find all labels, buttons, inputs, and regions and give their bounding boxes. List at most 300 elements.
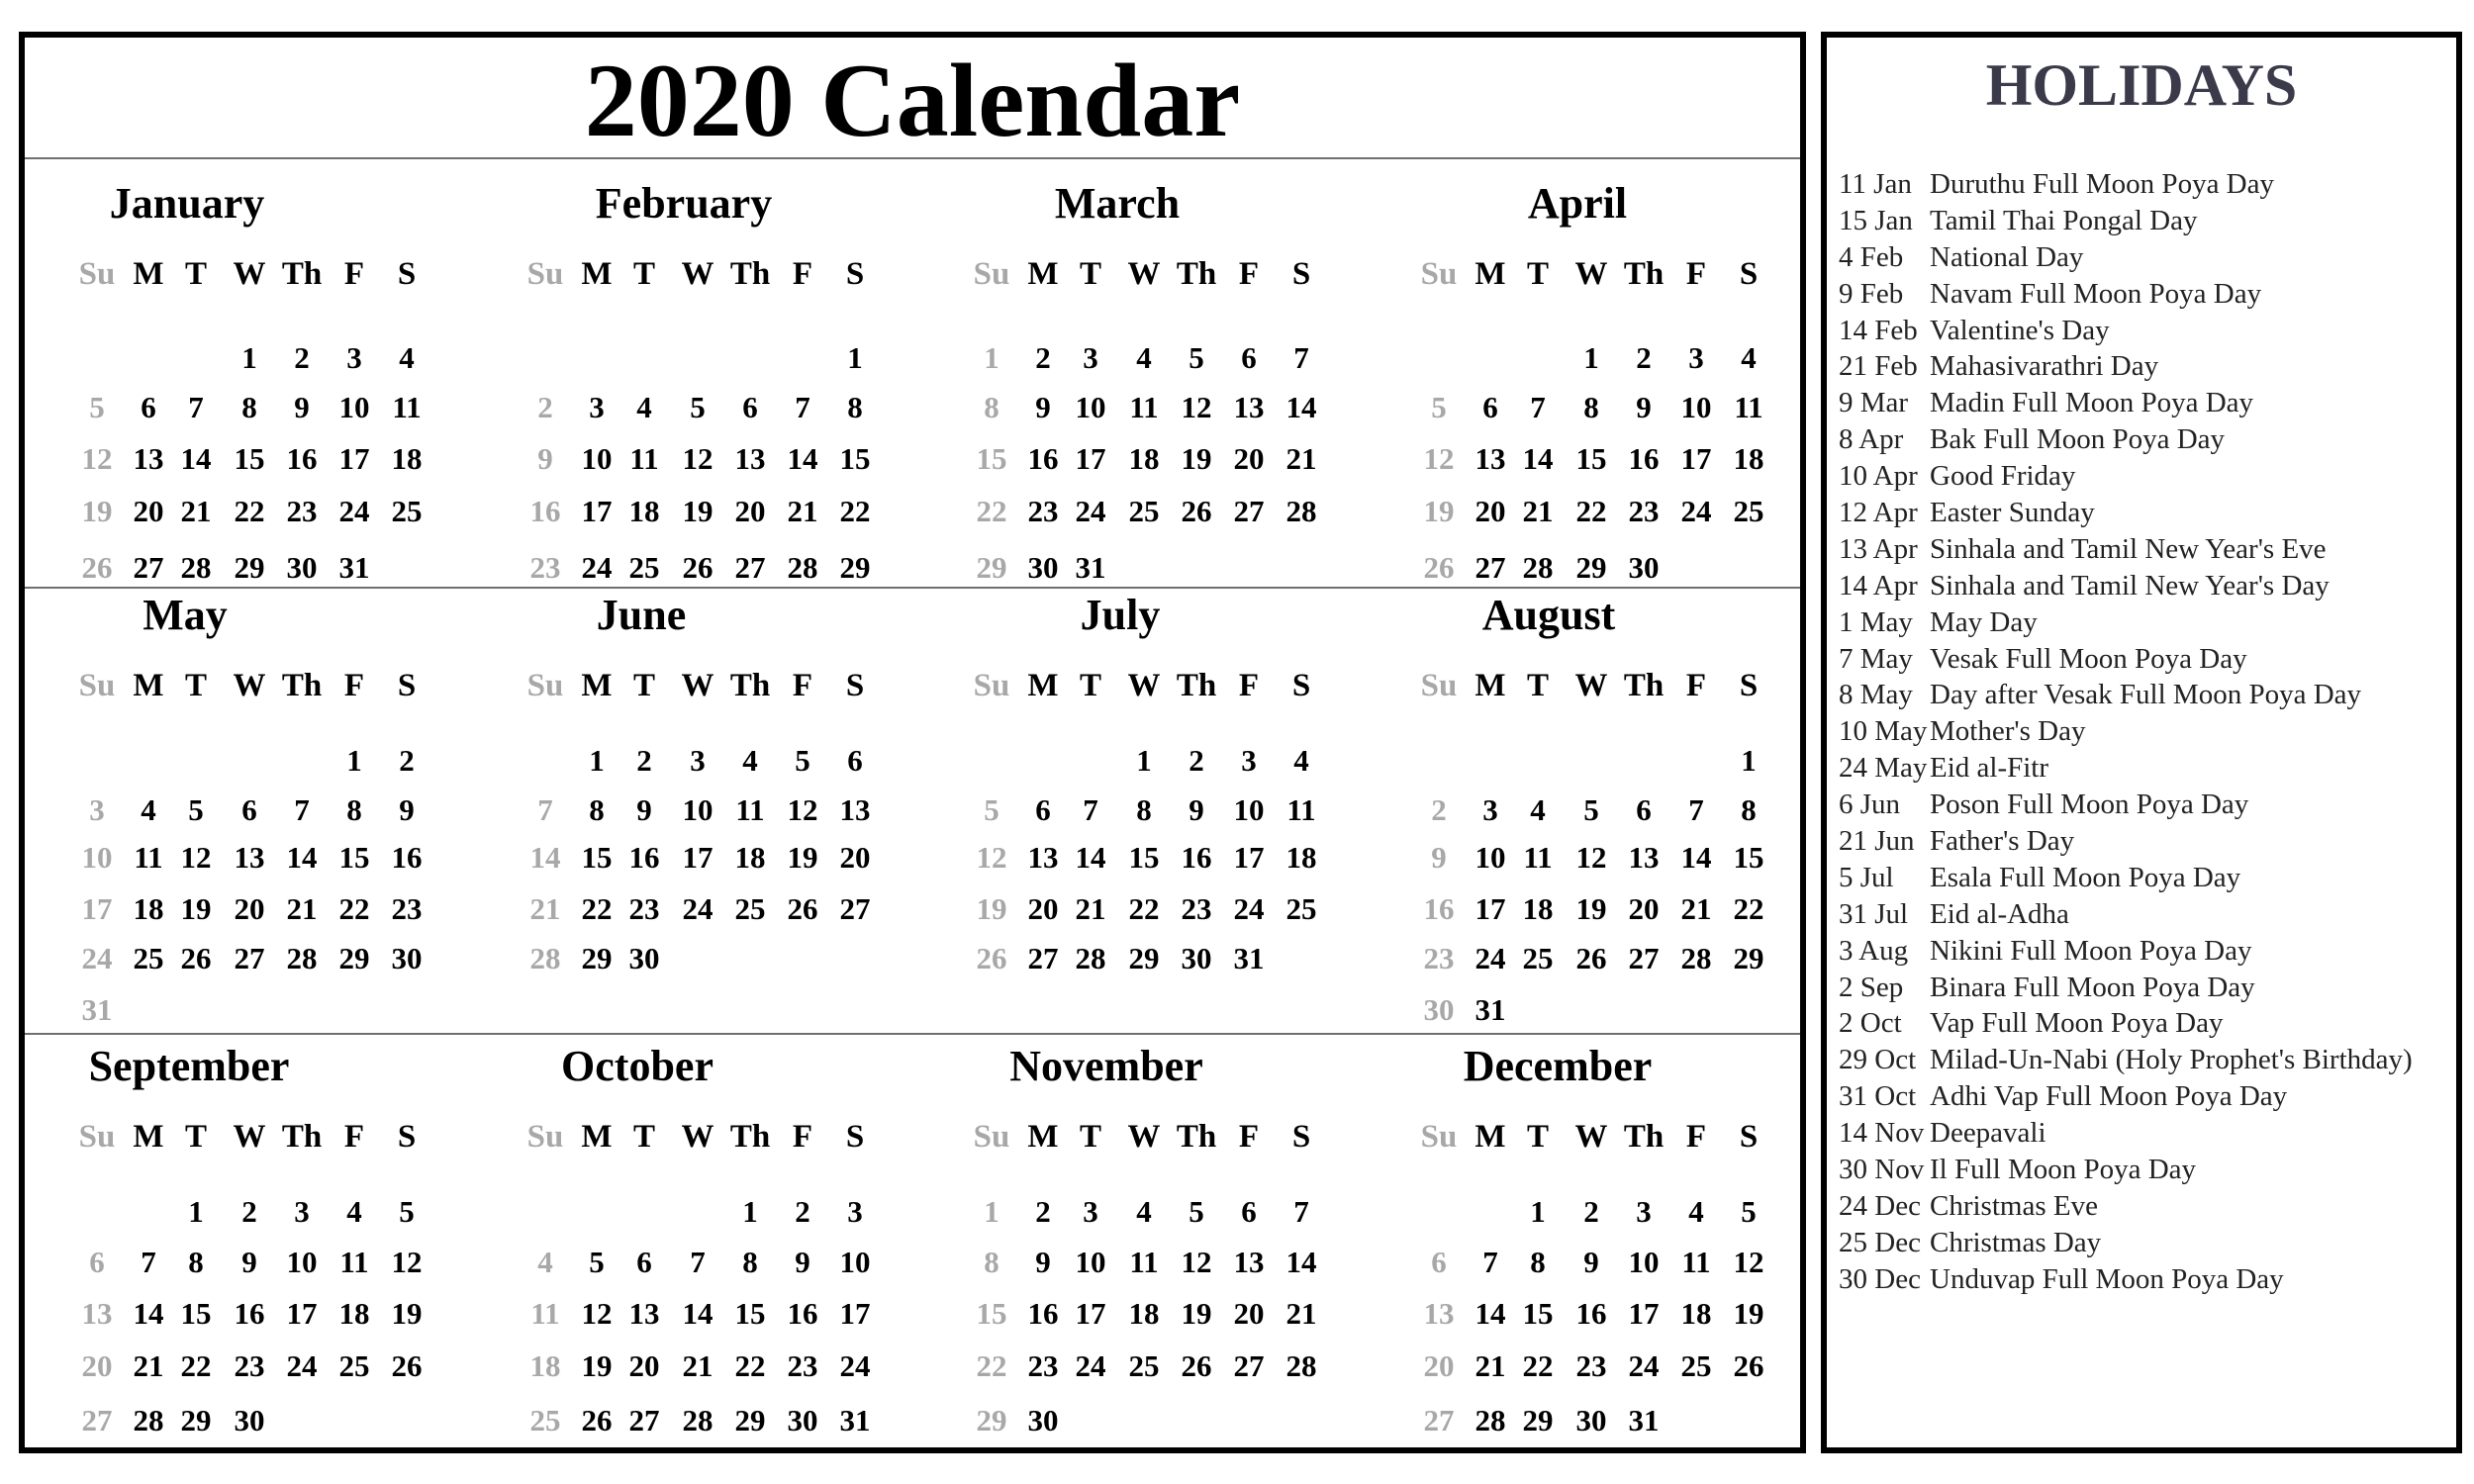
day-cell: 25: [628, 550, 660, 585]
month-name: April: [1527, 179, 1628, 228]
day-cell: 13: [1027, 840, 1059, 875]
day-cell: 9: [636, 792, 652, 827]
holiday-item: [1839, 860, 2456, 896]
day-cell: 18: [1128, 441, 1160, 476]
day-cell: 30: [1628, 550, 1660, 585]
day-cell: 22: [1128, 891, 1160, 926]
day-cell: 2: [241, 1194, 257, 1229]
holiday-name: Milad-Un-Nabi (Holy Prophet's Birthday): [1930, 1044, 2413, 1076]
day-cell: 27: [734, 550, 766, 585]
day-cell: 3: [1636, 1194, 1652, 1229]
day-cell: 22: [338, 891, 370, 926]
day-cell: 21: [133, 1348, 164, 1383]
day-cell: 26: [180, 941, 212, 975]
day-cell: 16: [234, 1296, 265, 1331]
weekday-header: T: [184, 256, 207, 292]
holiday-date: 24 Dec: [1839, 1189, 1921, 1222]
holiday-date: 7 May: [1839, 642, 1913, 675]
weekday-header: W: [681, 256, 714, 292]
day-cell: 27: [839, 891, 871, 926]
holiday-name: Tamil Thai Pongal Day: [1930, 204, 2198, 236]
weekday-header: T: [1079, 256, 1101, 292]
day-cell: 26: [682, 550, 714, 585]
weekday-header: W: [681, 1119, 714, 1155]
day-cell: 28: [787, 550, 818, 585]
holiday-date: 21 Jun: [1839, 825, 1915, 858]
day-cell: 7: [1688, 792, 1704, 827]
day-cell: 25: [1733, 494, 1764, 528]
holiday-item: [1839, 385, 2456, 421]
day-cell: 23: [1423, 941, 1455, 975]
day-cell: 14: [1285, 1245, 1317, 1279]
day-cell: 19: [1181, 441, 1212, 476]
day-cell: 27: [1027, 941, 1059, 975]
holiday-item: [1839, 166, 2456, 203]
weekday-header: F: [1238, 668, 1260, 703]
weekday-header: T: [632, 1119, 655, 1155]
day-cell: 22: [1575, 494, 1607, 528]
day-cell: 14: [682, 1296, 714, 1331]
day-cell: 25: [1128, 494, 1160, 528]
day-cell: 15: [1575, 441, 1607, 476]
weekday-header: W: [681, 668, 714, 703]
day-cell: 6: [241, 792, 257, 827]
holiday-item: [1839, 823, 2456, 860]
month-march: [972, 179, 1407, 598]
day-cell: 19: [1575, 891, 1607, 926]
day-cell: 21: [1285, 1296, 1317, 1331]
day-cell: 23: [1027, 494, 1059, 528]
day-cell: 6: [1035, 792, 1051, 827]
day-cell: 20: [839, 840, 871, 875]
holiday-date: 3 Aug: [1839, 934, 1909, 967]
day-cell: 27: [133, 550, 164, 585]
day-cell: 3: [1241, 743, 1257, 778]
day-cell: 24: [1628, 1348, 1660, 1383]
day-cell: 7: [294, 792, 310, 827]
day-cell: 28: [1522, 550, 1554, 585]
day-cell: 4: [1530, 792, 1546, 827]
day-cell: 29: [234, 550, 265, 585]
day-cell: 26: [1181, 494, 1212, 528]
day-cell: 7: [188, 390, 204, 424]
month-name: August: [1481, 591, 1616, 639]
day-cell: 27: [628, 1403, 660, 1438]
day-cell: 12: [581, 1296, 613, 1331]
day-cell: 14: [1285, 390, 1317, 424]
weekday-header: Su: [973, 256, 1010, 292]
weekday-header: F: [792, 668, 813, 703]
day-cell: 17: [1475, 891, 1506, 926]
day-cell: 8: [984, 1245, 999, 1279]
holiday-date: 10 May: [1839, 715, 1928, 748]
day-cell: 9: [795, 1245, 810, 1279]
weekday-header: S: [1291, 668, 1311, 703]
holiday-date: 25 Dec: [1839, 1226, 1921, 1258]
day-cell: 2: [1189, 743, 1204, 778]
day-cell: 12: [1733, 1245, 1764, 1279]
day-cell: 9: [1035, 390, 1051, 424]
day-cell: 4: [1293, 743, 1309, 778]
day-cell: 17: [1233, 840, 1265, 875]
weekday-header: W: [1574, 668, 1608, 703]
holiday-item: [1839, 1152, 2456, 1188]
month-april: [1419, 179, 1855, 598]
day-cell: 30: [1181, 941, 1212, 975]
day-cell: 2: [795, 1194, 810, 1229]
holiday-date: 31 Jul: [1839, 897, 1909, 930]
day-cell: 7: [795, 390, 810, 424]
day-cell: 7: [1530, 390, 1546, 424]
weekday-header: T: [632, 256, 655, 292]
day-cell: 5: [1741, 1194, 1757, 1229]
day-cell: 1: [241, 340, 257, 375]
day-cell: 11: [629, 441, 659, 476]
day-cell: 14: [1075, 840, 1106, 875]
month-december: [1419, 1042, 1855, 1460]
weekday-header: F: [343, 256, 365, 292]
day-cell: 7: [141, 1245, 156, 1279]
weekday-header: M: [1475, 256, 1506, 292]
day-cell: 21: [1522, 494, 1554, 528]
day-cell: 3: [1482, 792, 1498, 827]
day-cell: 6: [1241, 1194, 1257, 1229]
weekday-header: Su: [1420, 1119, 1458, 1155]
day-cell: 15: [1733, 840, 1764, 875]
day-cell: 31: [81, 992, 113, 1027]
day-cell: 29: [1522, 1403, 1554, 1438]
holiday-name: Valentine's Day: [1930, 314, 2110, 346]
month-november: [972, 1042, 1407, 1460]
day-cell: 13: [1233, 390, 1265, 424]
day-cell: 8: [847, 390, 863, 424]
month-september: [77, 1042, 513, 1460]
day-cell: 16: [1181, 840, 1212, 875]
weekday-header: Th: [1623, 668, 1665, 703]
day-cell: 21: [529, 891, 561, 926]
weekday-header: S: [845, 668, 865, 703]
day-cell: 2: [1431, 792, 1447, 827]
weekday-header: W: [233, 1119, 266, 1155]
day-cell: 4: [636, 390, 652, 424]
day-cell: 15: [976, 1296, 1007, 1331]
day-cell: 11: [735, 792, 765, 827]
holidays-panel: [1821, 32, 2462, 1453]
day-cell: 26: [581, 1403, 613, 1438]
day-cell: 10: [1680, 390, 1712, 424]
weekday-header: Su: [78, 668, 116, 703]
holiday-name: Binara Full Moon Poya Day: [1930, 971, 2255, 1003]
day-cell: 14: [133, 1296, 164, 1331]
holiday-name: Navam Full Moon Poya Day: [1930, 277, 2262, 310]
month-name: December: [1463, 1042, 1653, 1090]
day-cell: 21: [1475, 1348, 1506, 1383]
day-cell: 29: [1733, 941, 1764, 975]
weekday-header: T: [1526, 668, 1549, 703]
day-cell: 7: [1293, 340, 1309, 375]
weekday-header: W: [1574, 1119, 1608, 1155]
row-divider: [25, 1033, 1800, 1035]
day-cell: 28: [180, 550, 212, 585]
day-cell: 12: [1575, 840, 1607, 875]
day-cell: 6: [1241, 340, 1257, 375]
holiday-name: Vap Full Moon Poya Day: [1930, 1007, 2224, 1040]
weekday-header: T: [1079, 1119, 1101, 1155]
day-cell: 12: [1181, 1245, 1212, 1279]
day-cell: 1: [984, 1194, 999, 1229]
day-cell: 3: [589, 390, 605, 424]
holiday-item: [1839, 568, 2456, 604]
day-cell: 17: [338, 441, 370, 476]
day-cell: 10: [81, 840, 113, 875]
holiday-item: [1839, 531, 2456, 568]
day-cell: 19: [81, 494, 113, 528]
day-cell: 1: [742, 1194, 758, 1229]
month-name: March: [1054, 179, 1181, 228]
day-cell: 19: [581, 1348, 613, 1383]
holiday-item: [1839, 458, 2456, 495]
holiday-name: Christmas Eve: [1930, 1189, 2098, 1222]
day-cell: 11: [1734, 390, 1763, 424]
month-august: [1419, 591, 1855, 1027]
day-cell: 5: [89, 390, 105, 424]
day-cell: 20: [628, 1348, 660, 1383]
day-cell: 11: [392, 390, 422, 424]
day-cell: 17: [581, 494, 613, 528]
day-cell: 24: [286, 1348, 318, 1383]
day-cell: 8: [1583, 390, 1599, 424]
day-cell: 30: [787, 1403, 818, 1438]
day-cell: 13: [839, 792, 871, 827]
day-cell: 28: [133, 1403, 164, 1438]
weekday-header: Su: [526, 668, 564, 703]
holiday-date: 14 Nov: [1839, 1117, 1925, 1150]
weekday-header: Su: [1420, 256, 1458, 292]
day-cell: 26: [81, 550, 113, 585]
holiday-item: [1839, 495, 2456, 531]
day-cell: 6: [847, 743, 863, 778]
day-cell: 2: [636, 743, 652, 778]
weekday-header: S: [1291, 256, 1311, 292]
holiday-name: Adhi Vap Full Moon Poya Day: [1930, 1080, 2288, 1113]
holidays-list: [1839, 166, 2456, 1298]
weekday-header: F: [792, 1119, 813, 1155]
day-cell: 13: [734, 441, 766, 476]
day-cell: 31: [1628, 1403, 1660, 1438]
day-cell: 18: [529, 1348, 561, 1383]
day-cell: 5: [589, 1245, 605, 1279]
day-cell: 19: [1733, 1296, 1764, 1331]
day-cell: 10: [338, 390, 370, 424]
day-cell: 23: [1027, 1348, 1059, 1383]
day-cell: 11: [1129, 390, 1159, 424]
day-cell: 1: [1583, 340, 1599, 375]
day-cell: 4: [742, 743, 758, 778]
month-name: November: [1009, 1042, 1203, 1090]
day-cell: 9: [241, 1245, 257, 1279]
day-cell: 31: [839, 1403, 871, 1438]
day-cell: 24: [338, 494, 370, 528]
weekday-header: Su: [78, 256, 116, 292]
day-cell: 26: [391, 1348, 423, 1383]
day-cell: 19: [391, 1296, 423, 1331]
day-cell: 13: [1628, 840, 1660, 875]
day-cell: 11: [339, 1245, 369, 1279]
holiday-item: [1839, 203, 2456, 239]
weekday-header: F: [343, 668, 365, 703]
day-cell: 24: [839, 1348, 871, 1383]
day-cell: 24: [1680, 494, 1712, 528]
day-cell: 3: [690, 743, 706, 778]
day-cell: 26: [1575, 941, 1607, 975]
weekday-header: F: [1238, 1119, 1260, 1155]
day-cell: 30: [286, 550, 318, 585]
day-cell: 30: [1575, 1403, 1607, 1438]
month-name: September: [88, 1042, 290, 1090]
day-cell: 15: [976, 441, 1007, 476]
day-cell: 3: [1688, 340, 1704, 375]
day-cell: 1: [188, 1194, 204, 1229]
holiday-date: 15 Jan: [1839, 204, 1913, 236]
day-cell: 1: [346, 743, 362, 778]
weekday-header: S: [397, 1119, 417, 1155]
weekday-header: M: [133, 1119, 164, 1155]
day-cell: 4: [346, 1194, 362, 1229]
day-cell: 30: [1027, 550, 1059, 585]
month-name: February: [595, 179, 773, 228]
holiday-item: [1839, 1261, 2456, 1298]
day-cell: 10: [1628, 1245, 1660, 1279]
day-cell: 26: [1423, 550, 1455, 585]
day-cell: 17: [1075, 441, 1106, 476]
holiday-item: [1839, 1078, 2456, 1115]
weekday-header: W: [233, 668, 266, 703]
month-january: [77, 179, 513, 598]
weekday-header: W: [1127, 668, 1161, 703]
weekday-header: W: [1574, 256, 1608, 292]
day-cell: 21: [286, 891, 318, 926]
day-cell: 16: [787, 1296, 818, 1331]
day-cell: 5: [1189, 1194, 1204, 1229]
day-cell: 2: [294, 340, 310, 375]
weekday-header: Th: [1623, 1119, 1665, 1155]
holiday-item: [1839, 1115, 2456, 1152]
day-cell: 18: [734, 840, 766, 875]
day-cell: 15: [338, 840, 370, 875]
day-cell: 25: [734, 891, 766, 926]
day-cell: 25: [529, 1403, 561, 1438]
holiday-date: 6 Jun: [1839, 788, 1901, 821]
day-cell: 9: [1189, 792, 1204, 827]
day-cell: 19: [976, 891, 1007, 926]
day-cell: 24: [1233, 891, 1265, 926]
day-cell: 25: [133, 941, 164, 975]
day-cell: 8: [1136, 792, 1152, 827]
day-cell: 24: [581, 550, 613, 585]
day-cell: 4: [1136, 1194, 1152, 1229]
day-cell: 10: [1475, 840, 1506, 875]
day-cell: 6: [636, 1245, 652, 1279]
day-cell: 5: [188, 792, 204, 827]
day-cell: 26: [787, 891, 818, 926]
day-cell: 16: [1423, 891, 1455, 926]
day-cell: 1: [847, 340, 863, 375]
holiday-item: [1839, 970, 2456, 1006]
holiday-name: Madin Full Moon Poya Day: [1930, 387, 2254, 419]
holiday-item: [1839, 896, 2456, 933]
day-cell: 18: [133, 891, 164, 926]
holiday-item: [1839, 348, 2456, 385]
weekday-header: T: [1526, 256, 1549, 292]
holiday-name: Mother's Day: [1930, 715, 2086, 748]
weekday-header: T: [184, 1119, 207, 1155]
weekday-header: F: [343, 1119, 365, 1155]
weekday-header: F: [1238, 256, 1260, 292]
day-cell: 22: [976, 494, 1007, 528]
weekday-header: Th: [1176, 256, 1217, 292]
day-cell: 24: [1075, 494, 1106, 528]
holiday-name: National Day: [1930, 240, 2084, 273]
day-cell: 10: [682, 792, 714, 827]
day-cell: 16: [529, 494, 561, 528]
day-cell: 11: [1523, 840, 1553, 875]
day-cell: 16: [1027, 1296, 1059, 1331]
day-cell: 27: [1423, 1403, 1455, 1438]
day-cell: 18: [628, 494, 660, 528]
holiday-date: 30 Nov: [1839, 1154, 1925, 1186]
day-cell: 17: [1628, 1296, 1660, 1331]
day-cell: 12: [976, 840, 1007, 875]
day-cell: 25: [1522, 941, 1554, 975]
day-cell: 12: [1423, 441, 1455, 476]
day-cell: 3: [346, 340, 362, 375]
day-cell: 29: [180, 1403, 212, 1438]
day-cell: 6: [141, 390, 156, 424]
month-july: [972, 591, 1407, 1009]
day-cell: 29: [1575, 550, 1607, 585]
day-cell: 14: [1522, 441, 1554, 476]
holiday-name: Deepavali: [1930, 1117, 2046, 1150]
day-cell: 27: [1475, 550, 1506, 585]
day-cell: 25: [391, 494, 423, 528]
holiday-name: Duruthu Full Moon Poya Day: [1930, 168, 2274, 200]
holiday-date: 12 Apr: [1839, 497, 1918, 529]
day-cell: 20: [734, 494, 766, 528]
weekday-header: Su: [973, 1119, 1010, 1155]
holiday-name: Sinhala and Tamil New Year's Eve: [1930, 532, 2327, 565]
day-cell: 13: [81, 1296, 113, 1331]
holiday-item: [1839, 604, 2456, 641]
day-cell: 14: [1475, 1296, 1506, 1331]
weekday-header: Su: [526, 256, 564, 292]
day-cell: 24: [81, 941, 113, 975]
day-cell: 17: [81, 891, 113, 926]
holiday-name: Father's Day: [1930, 825, 2075, 858]
day-cell: 16: [1575, 1296, 1607, 1331]
day-cell: 31: [1075, 550, 1106, 585]
day-cell: 30: [234, 1403, 265, 1438]
weekday-header: T: [1526, 1119, 1549, 1155]
day-cell: 27: [81, 1403, 113, 1438]
day-cell: 21: [1075, 891, 1106, 926]
day-cell: 22: [839, 494, 871, 528]
day-cell: 11: [530, 1296, 560, 1331]
day-cell: 11: [1286, 792, 1316, 827]
day-cell: 4: [1688, 1194, 1704, 1229]
day-cell: 30: [628, 941, 660, 975]
day-cell: 8: [346, 792, 362, 827]
weekday-header: W: [1127, 256, 1161, 292]
